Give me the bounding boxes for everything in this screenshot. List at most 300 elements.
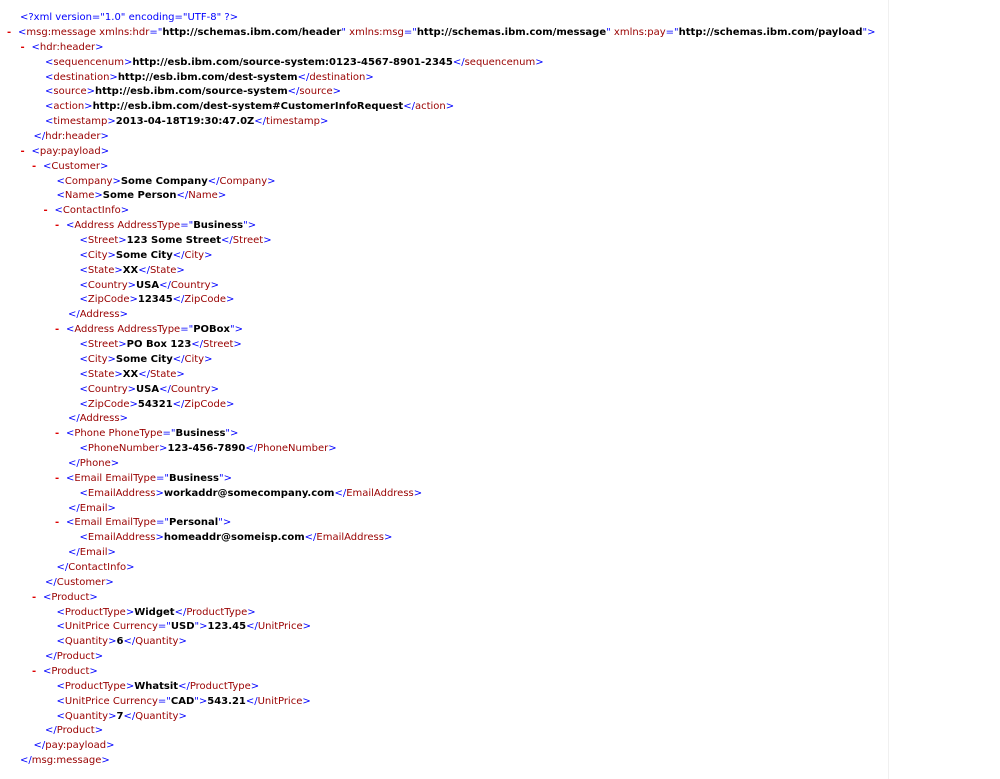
bracket: >	[445, 101, 455, 113]
bracket: </	[33, 740, 46, 752]
bracket: <	[79, 383, 88, 395]
xml-element-line	[55, 322, 243, 337]
bracket: <	[43, 591, 52, 603]
element-text: http://esb.ibm.com/dest-system#CustomerInfoRequest	[92, 101, 404, 113]
tag-name: sequencenum	[464, 56, 536, 68]
tag-name: Product	[56, 725, 95, 737]
bracket: <	[56, 636, 65, 648]
xml-close-line	[20, 753, 110, 768]
bracket: >	[225, 294, 235, 306]
bracket: <	[45, 71, 54, 83]
bracket: </	[174, 606, 187, 618]
element-text: 6	[116, 636, 124, 648]
tag-name: action	[53, 101, 85, 113]
attr-name: xmlns:pay	[610, 27, 666, 38]
xml-declaration-text: <?xml version="1.0" encoding="UTF-8" ?>	[20, 12, 239, 23]
bracket: </	[245, 695, 258, 707]
xml-close-line	[34, 738, 115, 753]
tag-name: ProductType	[189, 680, 251, 692]
bracket: <	[79, 294, 88, 306]
bracket: >	[127, 279, 137, 291]
tag-name: Product	[56, 651, 95, 663]
tag-name: Email	[79, 502, 108, 514]
attr-value: USD	[170, 621, 195, 633]
bracket: </	[45, 576, 57, 588]
bracket: >	[198, 695, 208, 707]
bracket: </	[191, 339, 204, 351]
bracket: <	[79, 443, 88, 455]
attr-value: http://schemas.ibm.com/payload	[678, 27, 863, 38]
equals: ="	[149, 27, 163, 38]
bracket: >	[328, 443, 337, 455]
bracket: </	[45, 725, 57, 737]
bracket: >	[247, 220, 257, 232]
tag-name: Quantity	[135, 636, 179, 648]
tag-name: UnitPrice	[64, 695, 110, 707]
bracket: >	[84, 101, 93, 113]
xml-element-line	[80, 248, 213, 263]
bracket: >	[223, 472, 232, 484]
tag-name: Name	[188, 190, 218, 202]
bracket: >	[100, 131, 109, 143]
bracket: >	[106, 740, 115, 752]
xml-element-line	[57, 605, 256, 620]
bracket: >	[94, 651, 104, 663]
bracket: <	[79, 398, 88, 410]
tag-name: pay:payload	[39, 145, 101, 157]
bracket: >	[225, 398, 235, 410]
equals: ="	[157, 621, 171, 633]
collapse-toggle-icon[interactable]: -	[55, 324, 60, 336]
bracket: >	[107, 353, 116, 365]
bracket: </	[207, 175, 220, 187]
equals: ="	[157, 695, 171, 707]
xml-element-line	[57, 709, 187, 724]
xml-element-line	[80, 397, 235, 412]
bracket: <	[66, 428, 75, 440]
collapse-toggle-icon[interactable]: -	[43, 205, 48, 217]
tag-name: Quantity	[64, 636, 109, 648]
bracket: <	[79, 353, 88, 365]
bracket: </	[245, 443, 258, 455]
xml-element-line	[45, 70, 374, 85]
xml-element-line	[57, 634, 187, 649]
tag-name: City	[184, 353, 205, 365]
bracket: </	[123, 636, 136, 648]
bracket: >	[217, 190, 227, 202]
equals: ="	[665, 27, 679, 38]
collapse-toggle-icon[interactable]: -	[55, 517, 60, 529]
bracket: </	[123, 710, 136, 722]
attr-name: Currency	[109, 621, 158, 633]
bracket: >	[210, 383, 219, 395]
xml-close-line	[57, 560, 135, 575]
bracket: <	[79, 487, 88, 499]
element-text: http://esb.ibm.com/source-system	[95, 86, 288, 98]
bracket: >	[178, 710, 187, 722]
tag-name: pay:payload	[45, 740, 107, 752]
bracket: <	[79, 249, 88, 261]
collapse-toggle-icon[interactable]: -	[32, 591, 37, 603]
tag-name: action	[414, 101, 446, 113]
bracket: >	[383, 532, 393, 544]
tag-name: ContactInfo	[68, 561, 127, 573]
bracket: </	[297, 71, 310, 83]
tag-name: ContactInfo	[62, 205, 121, 217]
tag-name: Company	[219, 175, 268, 187]
attr-value: Business	[193, 220, 244, 232]
bracket: >	[94, 725, 104, 737]
bracket: <	[45, 101, 54, 113]
tag-name: EmailAddress	[87, 532, 156, 544]
tag-name: ProductType	[64, 606, 126, 618]
bracket: >	[204, 353, 213, 365]
bracket: </	[287, 86, 300, 98]
element-text: 123.45	[207, 621, 247, 633]
element-text: http://esb.ibm.com/source-system:0123-4567-8901-2345	[132, 56, 453, 68]
bracket: >	[263, 235, 272, 247]
bracket: >	[155, 532, 164, 544]
element-text: Some Company	[120, 175, 208, 187]
bracket: >	[101, 755, 110, 767]
bracket: >	[107, 547, 116, 559]
element-text: 123-456-7890	[167, 443, 246, 455]
element-text: XX	[122, 368, 139, 380]
attr-value: CAD	[170, 695, 195, 707]
xml-element-line	[32, 159, 108, 174]
bracket: >	[222, 517, 232, 529]
bracket: >	[413, 487, 423, 499]
tag-name: UnitPrice	[257, 621, 303, 633]
bracket: >	[100, 145, 110, 157]
tag-name: Street	[87, 339, 119, 351]
bracket: >	[119, 413, 128, 425]
bracket: >	[114, 368, 123, 380]
bracket: >	[302, 695, 311, 707]
bracket: </	[403, 101, 415, 113]
xml-close-line	[34, 129, 109, 144]
element-text: Some City	[115, 249, 173, 261]
tag-name: source	[53, 86, 87, 98]
xml-element-line	[45, 99, 454, 114]
bracket: </	[68, 547, 80, 559]
xml-element-line	[45, 84, 341, 99]
attr-value: Business	[169, 472, 219, 484]
bracket: <	[31, 145, 40, 157]
tag-name: Country	[170, 383, 211, 395]
bracket: <	[79, 279, 88, 291]
tag-name: sequencenum	[53, 56, 124, 68]
xml-element-line	[55, 471, 232, 486]
tag-name: PhoneNumber	[257, 443, 329, 455]
tag-name: UnitPrice	[64, 621, 110, 633]
xml-element-line	[80, 278, 219, 293]
tag-name: ZipCode	[184, 398, 226, 410]
element-text: USA	[136, 279, 160, 291]
tag-name: State	[87, 368, 115, 380]
bracket: >	[110, 457, 120, 469]
element-text: 12345	[137, 294, 173, 306]
element-text: 2013-04-18T19:30:47.0Z	[115, 116, 255, 128]
element-text: XX	[122, 264, 139, 276]
element-text: 7	[116, 710, 124, 722]
bracket: >	[176, 264, 185, 276]
xml-element-line	[21, 144, 110, 159]
equals: ="	[403, 27, 417, 38]
bracket: >	[250, 680, 260, 692]
bracket: >	[129, 294, 138, 306]
xml-close-line	[68, 545, 116, 560]
xml-element-line	[80, 367, 185, 382]
tag-name: Address	[74, 324, 115, 336]
tag-name: Product	[51, 591, 90, 603]
xml-element-line	[7, 25, 876, 40]
tag-name: hdr:header	[45, 131, 101, 143]
quote: "	[225, 428, 231, 440]
bracket: >	[119, 309, 128, 321]
bracket: <	[79, 264, 88, 276]
element-text: Whatsit	[134, 680, 179, 692]
bracket: </	[20, 755, 32, 767]
xml-element-line	[80, 292, 235, 307]
attr-value: http://schemas.ibm.com/message	[416, 27, 607, 38]
bracket: <	[31, 41, 40, 53]
bracket: >	[114, 264, 123, 276]
equals: ="	[180, 324, 194, 336]
tag-name: EmailAddress	[87, 487, 156, 499]
tag-name: EmailAddress	[316, 532, 384, 544]
bracket: >	[89, 591, 98, 603]
xml-close-line	[68, 456, 119, 471]
collapse-toggle-icon[interactable]: -	[7, 27, 12, 38]
bracket: </	[159, 383, 171, 395]
attr-name: Currency	[109, 695, 158, 707]
bracket: <	[56, 680, 65, 692]
bracket: >	[247, 606, 256, 618]
bracket: <	[18, 27, 27, 38]
bracket: >	[199, 621, 208, 633]
tag-name: source	[299, 86, 333, 98]
xml-element-line	[44, 203, 130, 218]
tag-name: destination	[53, 71, 110, 83]
tag-name: msg:message	[26, 27, 96, 38]
xml-element-line	[80, 233, 272, 248]
xml-element-line	[80, 263, 185, 278]
bracket: >	[112, 175, 121, 187]
bracket: >	[867, 27, 876, 38]
bracket: <	[66, 517, 75, 529]
attr-value: Business	[175, 428, 226, 440]
tag-name: State	[149, 368, 177, 380]
bracket: <	[66, 324, 75, 336]
equals: ="	[162, 428, 176, 440]
tag-name: Email	[74, 472, 103, 484]
bracket: >	[108, 710, 117, 722]
collapse-toggle-icon[interactable]: -	[55, 220, 60, 232]
bracket: >	[155, 487, 164, 499]
xml-element-line	[32, 590, 98, 605]
xml-close-line	[68, 411, 128, 426]
bracket: >	[124, 56, 133, 68]
element-text: 54321	[137, 398, 173, 410]
bracket: >	[204, 249, 213, 261]
xml-element-line	[21, 40, 104, 55]
tag-name: Company	[64, 175, 113, 187]
bracket: <	[43, 160, 52, 172]
xml-element-line	[80, 486, 423, 501]
xml-element-line	[55, 426, 238, 441]
quote: "	[243, 220, 248, 232]
tag-name: Street	[87, 235, 119, 247]
attr-name: AddressType	[114, 324, 181, 336]
bracket: >	[535, 56, 544, 68]
bracket: <	[43, 665, 52, 677]
bracket: <	[66, 220, 75, 232]
tag-name: Address	[74, 220, 115, 232]
bracket: </	[159, 279, 171, 291]
xml-element-line	[45, 114, 328, 129]
bracket: >	[118, 339, 127, 351]
tag-name: State	[149, 264, 177, 276]
bracket: <	[79, 339, 88, 351]
bracket: >	[94, 190, 103, 202]
element-text: Some City	[115, 353, 173, 365]
tag-name: Quantity	[64, 710, 109, 722]
collapse-toggle-icon[interactable]: -	[32, 160, 37, 172]
xml-close-line	[68, 501, 116, 516]
attr-name: xmlns:msg	[345, 27, 404, 38]
bracket: <	[56, 621, 65, 633]
equals: ="	[180, 220, 194, 232]
tag-name: Quantity	[135, 710, 179, 722]
quote: "	[229, 324, 235, 336]
bracket: </	[172, 294, 185, 306]
xml-element-line	[80, 441, 337, 456]
bracket: <	[79, 235, 88, 247]
quote: "	[218, 517, 223, 529]
collapse-toggle-icon[interactable]: -	[20, 41, 25, 53]
xml-element-line	[80, 382, 219, 397]
tag-name: ZipCode	[87, 294, 130, 306]
bracket: <	[79, 368, 88, 380]
xml-element-line	[57, 619, 312, 634]
attr-name: xmlns:hdr	[96, 27, 150, 38]
bracket: <	[45, 86, 54, 98]
bracket: <	[45, 116, 54, 128]
bracket: <	[56, 710, 65, 722]
bracket: >	[89, 665, 98, 677]
tag-name: ProductType	[186, 606, 248, 618]
attr-name: EmailType	[102, 472, 157, 484]
bracket: </	[178, 680, 190, 692]
tag-name: Customer	[56, 576, 106, 588]
bracket: </	[45, 651, 57, 663]
quote: "	[194, 695, 199, 707]
bracket: >	[107, 249, 116, 261]
xml-element-line	[57, 188, 227, 203]
bracket: >	[126, 561, 135, 573]
bracket: <	[79, 532, 88, 544]
bracket: </	[221, 235, 233, 247]
tag-name: Street	[203, 339, 234, 351]
attr-name: PhoneType	[105, 428, 163, 440]
tag-name: hdr:header	[39, 41, 96, 53]
tag-name: Email	[79, 547, 108, 559]
bracket: <	[56, 175, 65, 187]
tag-name: PhoneNumber	[87, 443, 160, 455]
bracket: >	[159, 443, 168, 455]
bracket: </	[172, 398, 185, 410]
xml-element-line	[45, 55, 544, 70]
collapse-toggle-icon[interactable]: -	[55, 428, 60, 440]
bracket: >	[178, 636, 187, 648]
tag-name: Country	[87, 383, 128, 395]
bracket: </	[246, 621, 258, 633]
bracket: >	[108, 636, 117, 648]
element-text: Widget	[134, 606, 175, 618]
element-text: PO Box 123	[126, 339, 192, 351]
tag-name: ProductType	[64, 680, 126, 692]
xml-close-line	[45, 575, 114, 590]
tag-name: City	[184, 249, 205, 261]
bracket: >	[332, 86, 342, 98]
bracket: <	[66, 472, 75, 484]
bracket: </	[138, 368, 150, 380]
bracket: </	[56, 561, 69, 573]
bracket: >	[107, 116, 116, 128]
bracket: </	[68, 502, 80, 514]
quote: "	[606, 27, 611, 38]
element-text: http://esb.ibm.com/dest-system	[117, 71, 298, 83]
collapse-toggle-icon[interactable]: -	[32, 665, 37, 677]
xml-element-line	[57, 694, 311, 709]
element-text: 123 Some Street	[126, 235, 222, 247]
collapse-toggle-icon[interactable]: -	[55, 472, 60, 484]
bracket: >	[125, 606, 135, 618]
tag-name: ZipCode	[87, 398, 130, 410]
quote: "	[341, 27, 346, 38]
attr-value: POBox	[193, 324, 230, 336]
element-text: workaddr@somecompany.com	[163, 487, 335, 499]
element-text: USA	[136, 383, 160, 395]
attr-value: http://schemas.ibm.com/header	[162, 27, 342, 38]
bracket: <	[45, 56, 54, 68]
xml-element-line	[80, 530, 393, 545]
tag-name: Country	[87, 279, 128, 291]
quote: "	[194, 621, 200, 633]
quote: "	[862, 27, 868, 38]
bracket: </	[334, 487, 347, 499]
tag-name: Phone	[79, 457, 111, 469]
collapse-toggle-icon[interactable]: -	[20, 145, 25, 157]
xml-element-line	[55, 515, 231, 530]
bracket: >	[234, 324, 243, 336]
bracket: >	[99, 160, 109, 172]
xml-element-line	[80, 337, 242, 352]
bracket: </	[68, 309, 80, 321]
bracket: >	[365, 71, 374, 83]
bracket: >	[129, 398, 138, 410]
attr-value: Personal	[169, 517, 219, 529]
xml-element-line	[57, 679, 260, 694]
tag-name: UnitPrice	[257, 695, 303, 707]
bracket: >	[127, 383, 137, 395]
tag-name: State	[87, 264, 115, 276]
equals: ="	[156, 517, 170, 529]
element-text: Some Person	[102, 190, 177, 202]
bracket: >	[118, 235, 127, 247]
tag-name: Customer	[51, 160, 100, 172]
